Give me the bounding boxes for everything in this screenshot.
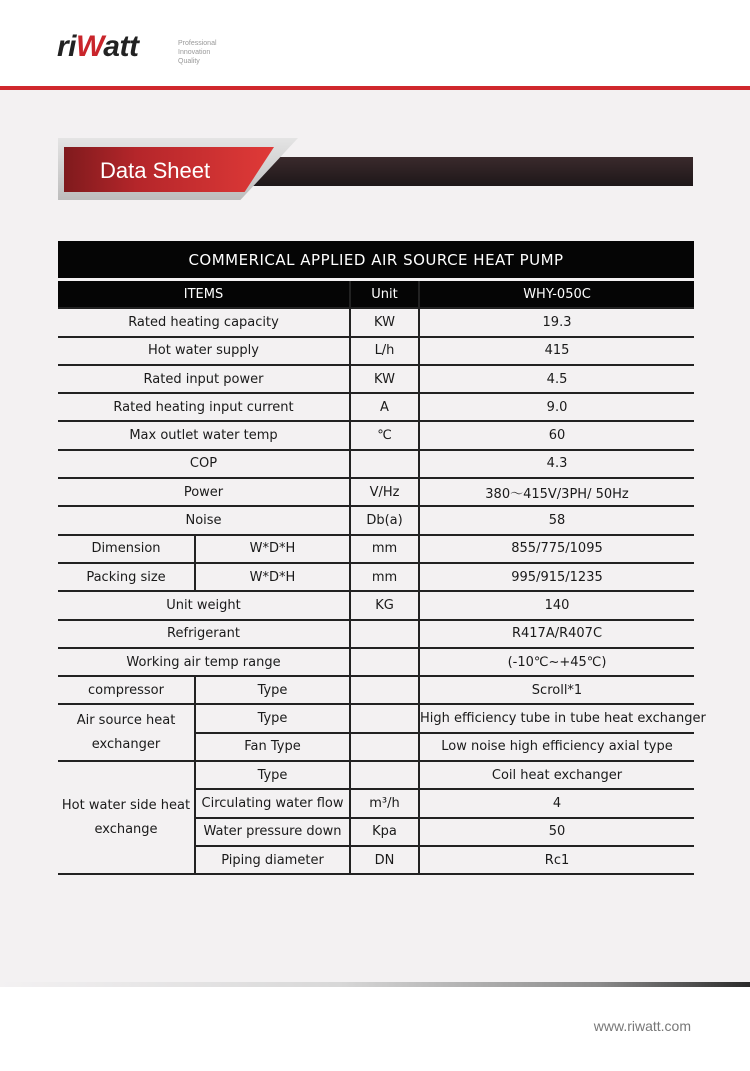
- row-unit: ℃: [350, 421, 419, 449]
- table-row: [58, 704, 694, 732]
- row-value: (-10℃~+45℃): [419, 648, 694, 676]
- row-value: Coil heat exchanger: [419, 761, 694, 789]
- row-item: Noise: [58, 506, 350, 534]
- table-row: [58, 563, 694, 591]
- header-items: ITEMS: [58, 280, 350, 309]
- table-row: [58, 535, 694, 563]
- table-row: [58, 421, 694, 449]
- row-unit: Db(a): [350, 506, 419, 534]
- row-value: 50: [419, 818, 694, 846]
- table-title-row: [58, 241, 694, 280]
- row-value: 855/775/1095: [419, 535, 694, 563]
- row-value: 58: [419, 506, 694, 534]
- row-value: 4.3: [419, 450, 694, 478]
- row-unit: A: [350, 393, 419, 421]
- row-unit: [350, 704, 419, 732]
- row-unit: mm: [350, 535, 419, 563]
- riwatt-logo: [57, 30, 138, 64]
- row-unit: DN: [350, 846, 419, 874]
- row-value: 380～415V/3PH/ 50Hz: [419, 478, 694, 506]
- tagline-line: Quality: [178, 58, 200, 65]
- row-sub: Type: [195, 676, 350, 704]
- row-item: Unit weight: [58, 591, 350, 619]
- banner-bar: [240, 157, 693, 186]
- row-unit: [350, 733, 419, 761]
- row-value: 4.5: [419, 365, 694, 393]
- row-sub: W*D*H: [195, 535, 350, 563]
- row-item: Refrigerant: [58, 620, 350, 648]
- row-unit: m³/h: [350, 789, 419, 817]
- row-item: Dimension: [58, 535, 195, 563]
- row-item: Rated input power: [58, 365, 350, 393]
- row-item: Power: [58, 478, 350, 506]
- row-sub: Fan Type: [195, 733, 350, 761]
- row-unit: L/h: [350, 337, 419, 365]
- table-row: [58, 393, 694, 421]
- row-item: COP: [58, 450, 350, 478]
- logo-w: W: [76, 30, 104, 63]
- row-unit: V/Hz: [350, 478, 419, 506]
- row-sub: Piping diameter: [195, 846, 350, 874]
- table-row: [58, 761, 694, 789]
- row-unit: [350, 450, 419, 478]
- row-sub: Type: [195, 704, 350, 732]
- row-value: 19.3: [419, 308, 694, 336]
- row-value: Rc1: [419, 846, 694, 874]
- row-sub: Circulating water flow: [195, 789, 350, 817]
- row-unit: KG: [350, 591, 419, 619]
- row-unit: [350, 648, 419, 676]
- table-row: [58, 337, 694, 365]
- row-unit: [350, 620, 419, 648]
- row-item: Rated heating capacity: [58, 308, 350, 336]
- row-unit: [350, 761, 419, 789]
- header-unit: Unit: [350, 280, 419, 309]
- table-row: [58, 648, 694, 676]
- row-value: 140: [419, 591, 694, 619]
- row-value: 4: [419, 789, 694, 817]
- row-item: Max outlet water temp: [58, 421, 350, 449]
- row-item: Rated heating input current: [58, 393, 350, 421]
- header-model: WHY-050C: [419, 280, 694, 309]
- banner-title: Data Sheet: [100, 158, 211, 183]
- row-value: 9.0: [419, 393, 694, 421]
- page-header: [0, 0, 750, 86]
- table-row: [58, 620, 694, 648]
- tagline-line: Professional: [178, 40, 217, 47]
- row-value: 995/915/1235: [419, 563, 694, 591]
- tagline-line: Innovation: [178, 49, 211, 56]
- air-source-group: Air source heat exchanger: [58, 704, 195, 761]
- row-item: compressor: [58, 676, 195, 704]
- row-unit: Kpa: [350, 818, 419, 846]
- row-value: High efficiency tube in tube heat exchanger: [419, 704, 694, 732]
- table-row: [58, 676, 694, 704]
- row-sub: Type: [195, 761, 350, 789]
- row-value: 60: [419, 421, 694, 449]
- spec-table: [58, 241, 706, 875]
- website-link[interactable]: www.riwatt.com: [593, 1018, 691, 1034]
- brand-tagline: [178, 39, 217, 66]
- table-row: [58, 450, 694, 478]
- row-unit: mm: [350, 563, 419, 591]
- row-value: R417A/R407C: [419, 620, 694, 648]
- row-value: 415: [419, 337, 694, 365]
- logo-prefix: ri: [57, 30, 77, 63]
- row-item: Hot water supply: [58, 337, 350, 365]
- table-row: [58, 478, 694, 506]
- table-row: [58, 365, 694, 393]
- row-value: Low noise high efficiency axial type: [419, 733, 694, 761]
- table-header-row: [58, 280, 694, 309]
- table-title: COMMERICAL APPLIED AIR SOURCE HEAT PUMP: [58, 241, 694, 280]
- logo-suffix: att: [103, 30, 139, 63]
- table-row: [58, 308, 694, 336]
- row-item: Working air temp range: [58, 648, 350, 676]
- row-unit: KW: [350, 365, 419, 393]
- row-item: Packing size: [58, 563, 195, 591]
- row-sub: W*D*H: [195, 563, 350, 591]
- table-row: [58, 506, 694, 534]
- row-unit: KW: [350, 308, 419, 336]
- hot-water-group: Hot water side heat exchange: [58, 761, 195, 874]
- table-row: [58, 591, 694, 619]
- header-divider: [0, 86, 750, 90]
- row-sub: Water pressure down: [195, 818, 350, 846]
- row-value: Scroll*1: [419, 676, 694, 704]
- row-unit: [350, 676, 419, 704]
